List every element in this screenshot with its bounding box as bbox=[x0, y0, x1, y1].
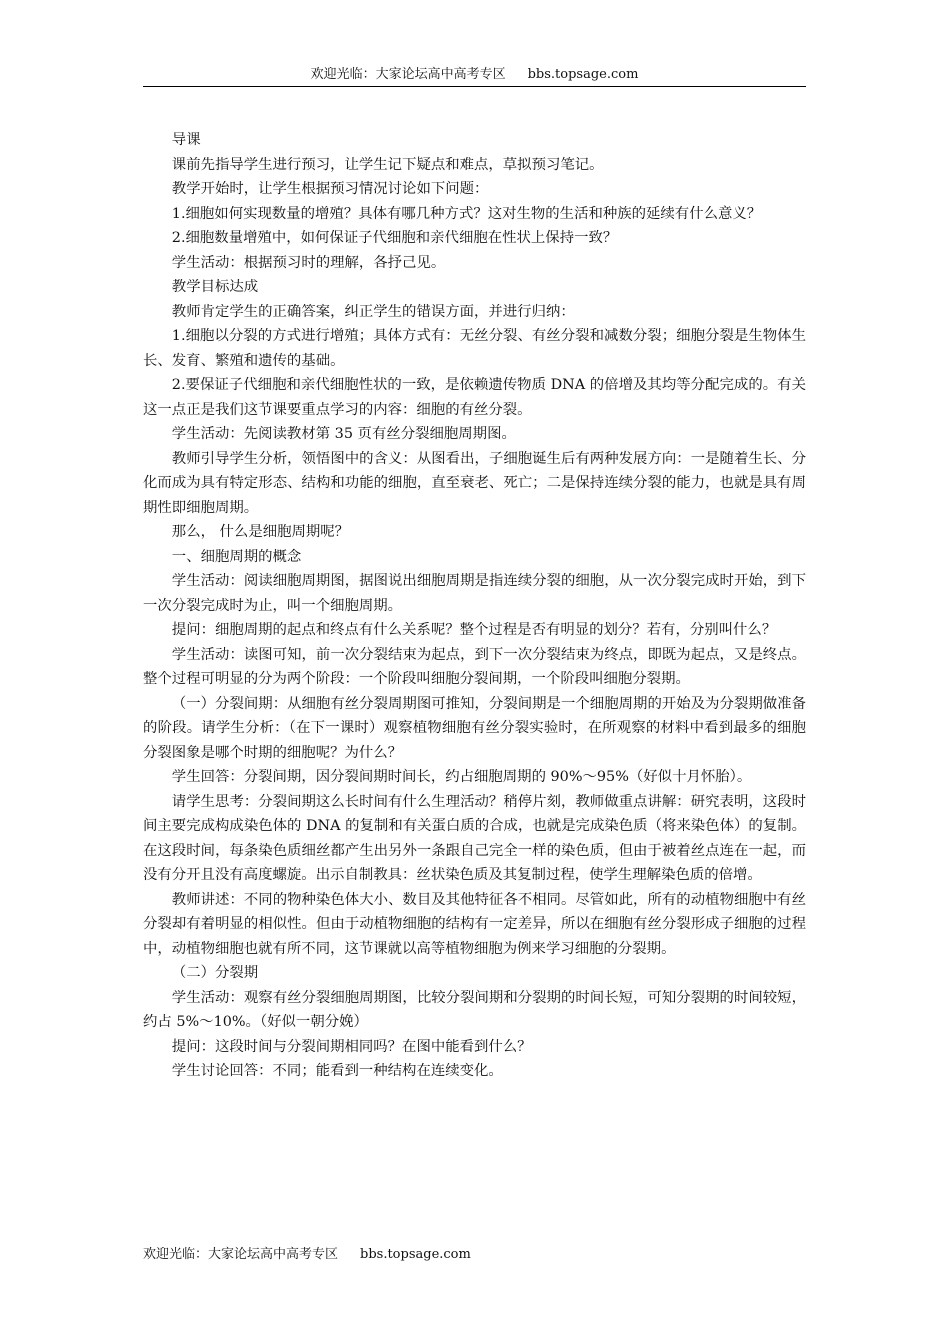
paragraph: 2.要保证子代细胞和亲代细胞性状的一致，是依赖遗传物质 DNA 的倍增及其均等分配完成的。有关这一点正是我们这节课要重点学习的内容：细胞的有丝分裂。 bbox=[143, 377, 806, 418]
section-heading: 一、细胞周期的概念 bbox=[171, 548, 302, 565]
paragraph: 学生活动：读图可知，前一次分裂结束为起点，到下一次分裂结束为终点，即既为起点，又是终点。整个过程可明显的分为两个阶段：一个阶段叫细胞分裂间期，一个阶段叫细胞分裂期。 bbox=[143, 646, 806, 687]
paragraph: 教学开始时，让学生根据预习情况讨论如下问题： bbox=[171, 181, 489, 197]
header-welcome-text: 欢迎光临：大家论坛高中高考专区 bbox=[310, 67, 506, 82]
paragraph: 学生活动：根据预习时的理解，各抒己见。 bbox=[171, 254, 446, 271]
footer-url[interactable]: bbs.topsage.com bbox=[360, 1247, 471, 1262]
paragraph: 教师讲述：不同的物种染色体大小、数目及其他特征各不相同。尽管如此，所有的动植物细胞中有丝分裂却有着明显的相似性。但由于动植物细胞的结构有一定差异，所以在细胞有丝分裂形成子细胞的过程中，动植物细胞也就有所不同，这节课就以高等植物细胞为例来学习细胞的分裂期。 bbox=[143, 891, 806, 957]
paragraph: 请学生思考：分裂间期这么长时间有什么生理活动？稍停片刻，教师做重点讲解：研究表明，这段时间主要完成构成染色体的 DNA 的复制和有关蛋白质的合成，也就是完成染色质（将来染色体）的复制。在这段时间，每条染色质细丝都产生出另外一条跟自己完全一样的染色质，但由于被着丝点连在一起，而没有分开且没有高度螺旋。出示自制教具：丝状染色质及其复制过程，使学生理解染色质的倍增。 bbox=[143, 793, 806, 883]
paragraph: 提问：这段时间与分裂间期相同吗？在图中能看到什么？ bbox=[171, 1038, 532, 1055]
paragraph: 学生活动：阅读细胞周期图，据图说出细胞周期是指连续分裂的细胞，从一次分裂完成时开始，到下一次分裂完成时为止，叫一个细胞周期。 bbox=[143, 573, 806, 614]
paragraph: 学生回答：分裂间期，因分裂间期时间长，约占细胞周期的 90%～95%（好似十月怀胎）。 bbox=[171, 769, 752, 785]
header-divider bbox=[143, 86, 806, 87]
paragraph: 2.细胞数量增殖中，如何保证子代细胞和亲代细胞在性状上保持一致？ bbox=[171, 230, 618, 246]
page-footer bbox=[143, 1246, 471, 1264]
paragraph: 1.细胞如何实现数量的增殖？具体有哪几种方式？这对生物的生活和种族的延续有什么意义？ bbox=[171, 205, 762, 222]
paragraph: 1.细胞以分裂的方式进行增殖；具体方式有：无丝分裂、有丝分裂和减数分裂；细胞分裂是生物体生长、发育、繁殖和遗传的基础。 bbox=[143, 328, 806, 369]
paragraph: 教师肯定学生的正确答案，纠正学生的错误方面，并进行归纳： bbox=[171, 303, 575, 320]
paragraph-lead-in: 导课 bbox=[171, 132, 201, 148]
paragraph: （一）分裂间期：从细胞有丝分裂周期图可推知，分裂间期是一个细胞周期的开始及为分裂期做准备的阶段。请学生分析：（在下一课时）观察植物细胞有丝分裂实验时，在所观察的材料中看到最多的细胞分裂图象是哪个时期的细胞呢？为什么？ bbox=[143, 695, 806, 761]
paragraph: 学生活动：观察有丝分裂细胞周期图，比较分裂间期和分裂期的时间长短，可知分裂期的时间较短，约占 5%～10%。（好似一朝分娩） bbox=[143, 989, 806, 1030]
header-url[interactable]: bbs.topsage.com bbox=[527, 67, 639, 82]
document-body bbox=[143, 128, 806, 1084]
paragraph: 提问：细胞周期的起点和终点有什么关系呢？整个过程是否有明显的划分？若有，分别叫什么？ bbox=[171, 622, 777, 638]
paragraph: 那么， 什么是细胞周期呢？ bbox=[171, 524, 350, 540]
paragraph: 教师引导学生分析，领悟图中的含义：从图看出，子细胞诞生后有两种发展方向：一是随着生长、分化而成为具有特定形态、结构和功能的细胞，直至衰老、死亡；二是保持连续分裂的能力，也就是具有周期性即细胞周期。 bbox=[143, 450, 806, 516]
paragraph: 学生讨论回答：不同；能看到一种结构在连续变化。 bbox=[171, 1063, 503, 1079]
section-heading: 教学目标达成 bbox=[171, 279, 259, 295]
page-header bbox=[143, 66, 806, 84]
paragraph: 学生活动：先阅读教材第 35 页有丝分裂细胞周期图。 bbox=[171, 426, 516, 442]
section-heading: （二）分裂期 bbox=[171, 965, 259, 981]
paragraph: 课前先指导学生进行预习，让学生记下疑点和难点，草拟预习笔记。 bbox=[171, 156, 604, 173]
footer-welcome-text: 欢迎光临：大家论坛高中高考专区 bbox=[143, 1247, 339, 1262]
